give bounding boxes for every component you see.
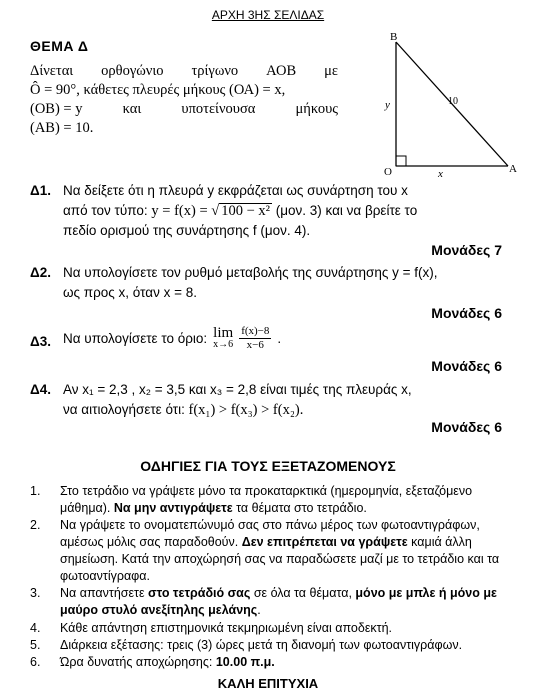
instruction-item-6: 6. Ώρα δυνατής αποχώρησης: 10.00 π.μ.: [30, 655, 275, 669]
intro-line-2: Ô = 90°, κάθετες πλευρές μήκους (ΟΑ) = x,: [30, 82, 286, 98]
instruction-item-4: 4. Κάθε απάντηση επιστημονικά τεκμηριωμένη είναι αποδεκτή.: [30, 621, 393, 635]
question-d2: Δ2. Να υπολογίσετε τον ρυθμό μεταβολής της συνάρτησης y = f(x), ως προς x, όταν x = 8.: [30, 265, 438, 300]
intro-line-1: Δίνεται ορθογώνιο τρίγωνο ΑΟΒ με: [30, 63, 338, 79]
marks-d1: Μονάδες 7: [431, 242, 502, 258]
vertex-b-label: B: [390, 31, 398, 43]
instruction-item-3: 3. Να απαντήσετε στο τετράδιό σας σε όλα τα θέματα, μόνο με μπλε ή μόνο με μαύρο στυλό ανεξίτηλης μελάνης.: [30, 586, 497, 617]
marks-d2: Μονάδες 6: [431, 305, 502, 321]
right-angle-mark: [396, 156, 406, 166]
instruction-item-5: 5. Διάρκεια εξέτασης: τρεις (3) ώρες μετά τη διανομή των φωτοαντιγράφων.: [30, 638, 463, 652]
instruction-item-1: 1. Στο τετράδιο να γράψετε μόνο τα προκαταρκτικά (ημερομηνία, εξεταζόμενο μάθημα). Να μην αντιγράψετε τα θέματα στο τετράδιο.: [30, 484, 473, 515]
limit-operator: lim x→6: [213, 324, 234, 350]
marks-d4: Μονάδες 6: [431, 419, 502, 435]
side-x-label: x: [438, 168, 443, 178]
intro-line-4: (ΑΒ) = 10.: [30, 120, 94, 136]
question-d3: Δ3. Να υπολογίσετε το όριο: lim x→6 $\frac{f(x)-8}{x-6}$ .: [30, 324, 282, 351]
instructions-title: ΟΔΗΓΙΕΣ ΓΙΑ ΤΟΥΣ ΕΞΕΤΑΖΟΜΕΝΟΥΣ: [140, 458, 396, 474]
question-d1: Δ1. Να δείξετε ότι η πλευρά y εκφράζεται ως συνάρτηση του x από τον τύπο: y = f(x) = √ 100 − x² (μον. 3) και να βρείτε το πεδίο ορισμού της συνάρτησης f (μον. 4).: [30, 183, 418, 238]
vertex-a-label: A: [509, 163, 517, 175]
good-luck-footer: ΚΑΛΗ ΕΠΙΤΥΧΙΑ: [217, 676, 319, 691]
page-header: ΑΡΧΗ 3ΗΣ ΣΕΛΙΔΑΣ: [211, 8, 325, 22]
marks-d3: Μονάδες 6: [431, 358, 502, 374]
theme-title: ΘΕΜΑ Δ: [30, 38, 89, 54]
instruction-item-2: 2. Να γράψετε το ονοματεπώνυμό σας στο πάνω μέρος των φωτοαντιγράφων, αμέσως μόλις σας παραδοθούν. Δεν επιτρέπεται να γράψετε καμιά άλλη σημείωση. Κατά την αποχώρησή σας να παραδώσετε μαζί με το τετράδιο και τα φωτοαντίγραφα.: [30, 518, 500, 583]
limit-fraction: $\frac{f(x)-8}{x-6}$: [241, 325, 270, 351]
problem-intro: [30, 62, 338, 138]
right-triangle-diagram: [380, 30, 520, 178]
question-d4: Δ4. Αν x₁ = 2,3 , x₂ = 3,5 και x₃ = 2,8 είναι τιμές της πλευράς x, να αιτιολογήσετε ότι: f(x₁) > f(x₃) > f(x₂).: [30, 382, 412, 418]
side-y-label: y: [385, 99, 390, 111]
hypotenuse-label: 10: [448, 96, 458, 107]
vertex-o-label: O: [384, 166, 392, 178]
intro-line-3: (ΟΒ) = y και υποτείνουσα μήκους: [30, 101, 338, 117]
